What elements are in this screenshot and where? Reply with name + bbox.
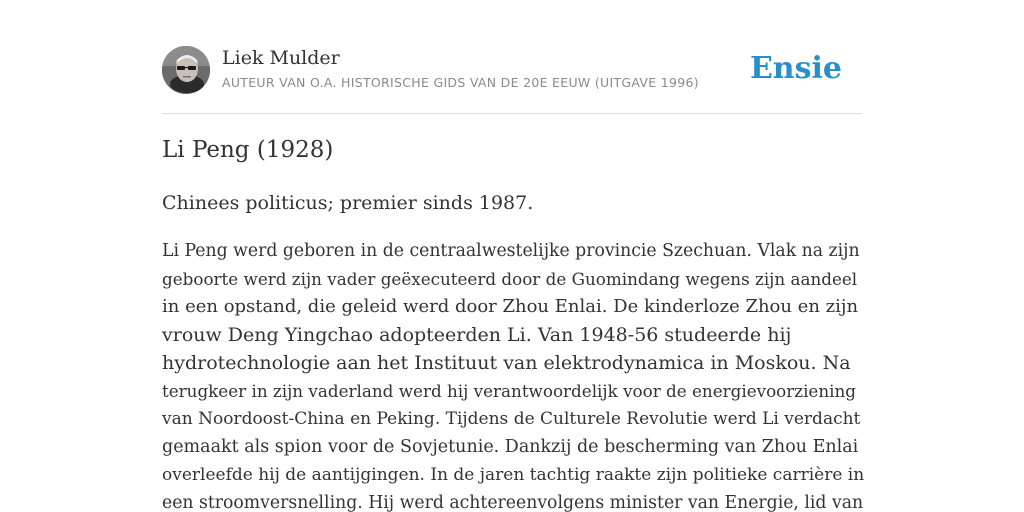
body-line: Li Peng werd geboren in de centraalwestelijke provincie Szechuan. Vlak na zijn [162,241,860,261]
article-summary: Chinees politicus; premier sinds 1987. [162,192,534,214]
body-line: gemaakt als spion voor de Sovjetunie. Dankzij de bescherming van Zhou Enlai [162,437,859,457]
author-portrait-icon [162,46,210,94]
ensie-logo[interactable]: Ensie [749,51,842,86]
author-header [162,46,862,96]
body-line: een stroomversnelling. Hij werd achtereenvolgens minister van Energie, lid van [162,493,864,512]
body-line: vrouw Deng Yingchao adopteerden Li. Van 1948-56 studeerde hij [162,324,792,346]
body-line: hydrotechnologie aan het Instituut van elektrodynamica in Moskou. Na [162,352,851,374]
body-line: overleefde hij de aantijgingen. In de jaren tachtig raakte zijn politieke carrière in [162,465,865,485]
author-name[interactable]: Liek Mulder [222,47,340,69]
body-line: in een opstand, die geleid werd door Zhou Enlai. De kinderloze Zhou en zijn [162,296,859,317]
body-line: terugkeer in zijn vaderland werd hij verantwoordelijk voor de energievoorziening [162,381,856,401]
article-title: Li Peng (1928) [162,137,334,163]
body-line: van Noordoost-China en Peking. Tijdens de Culturele Revolutie werd Li verdacht [162,409,861,429]
header-divider [162,113,862,114]
body-line: geboorte werd zijn vader geëxecuteerd door de Guomindang wegens zijn aandeel [162,269,858,289]
author-avatar[interactable] [162,46,210,94]
article-body [162,237,864,512]
author-bio: AUTEUR VAN O.A. HISTORISCHE GIDS VAN DE 20E EEUW (UITGAVE 1996) [222,75,699,90]
